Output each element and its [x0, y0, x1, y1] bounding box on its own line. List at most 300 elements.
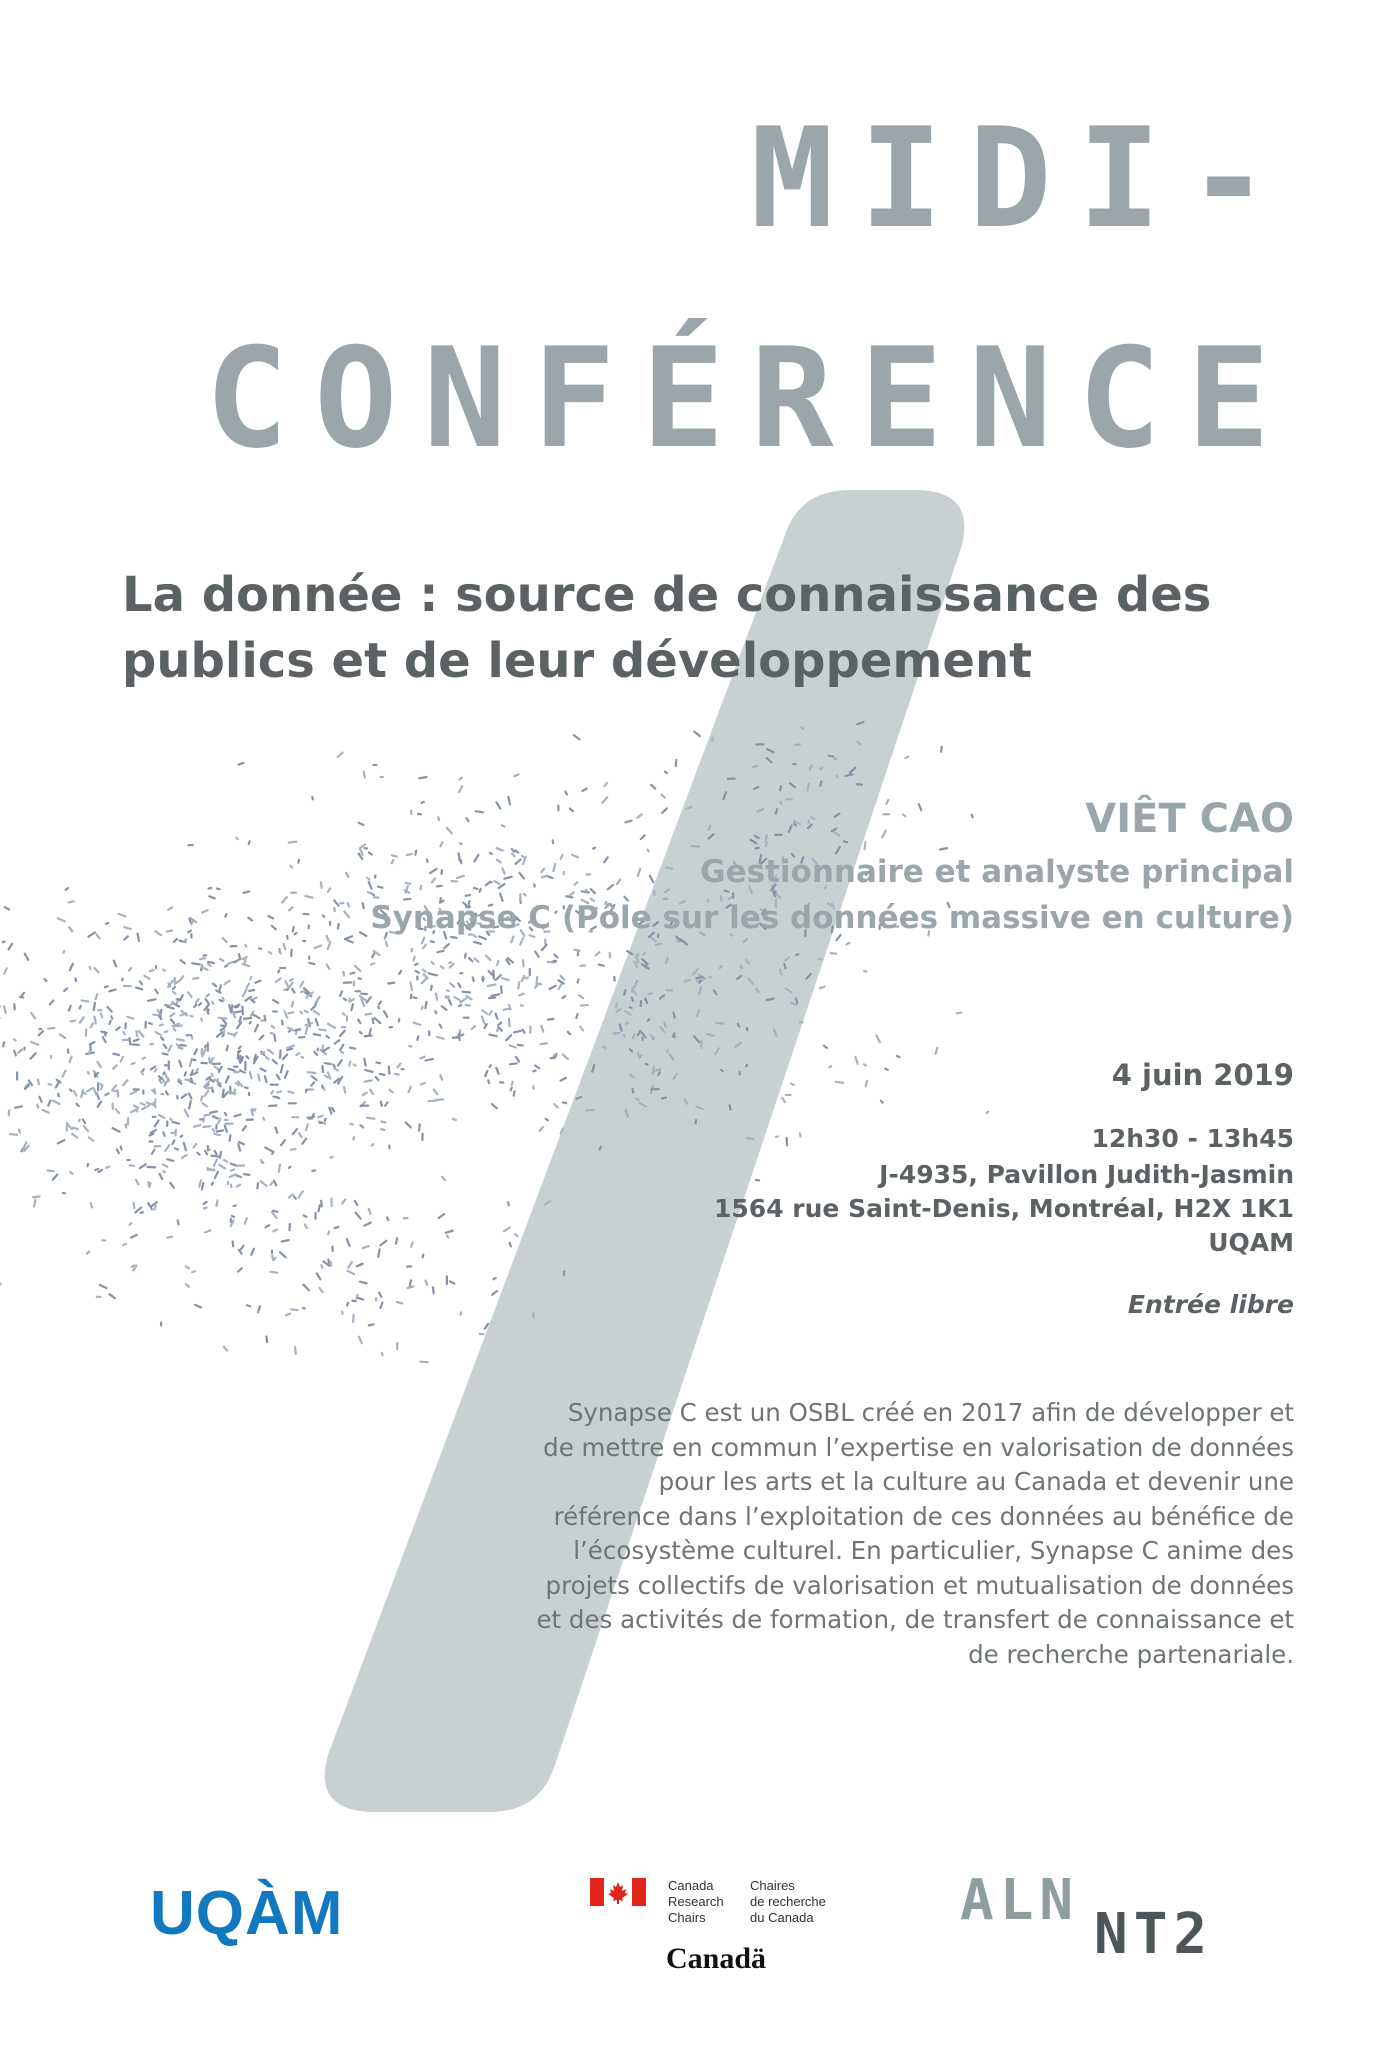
particle: [495, 1066, 500, 1075]
particle: [211, 982, 217, 988]
particle: [194, 1304, 203, 1309]
particle: [630, 996, 634, 1002]
particle: [789, 782, 797, 789]
particle: [833, 831, 841, 837]
particle: [204, 1229, 212, 1234]
particle: [0, 1005, 1, 1012]
particle: [514, 1055, 520, 1063]
particle: [325, 935, 330, 942]
particle: [700, 1040, 702, 1049]
particle: [178, 1059, 183, 1068]
particle: [755, 743, 764, 746]
particle: [401, 1068, 405, 1070]
particle: [429, 867, 438, 874]
particle: [235, 1183, 241, 1188]
particle: [387, 982, 395, 985]
particle: [270, 1084, 279, 1086]
particle: [217, 1078, 219, 1086]
particle: [779, 800, 783, 805]
particle: [228, 1134, 231, 1142]
particle: [448, 961, 453, 964]
particle: [169, 1181, 176, 1189]
particle: [380, 1100, 384, 1107]
particle: [203, 1113, 211, 1117]
particle: [875, 1034, 881, 1044]
particle: [29, 1052, 37, 1061]
particle: [517, 981, 520, 990]
particle: [458, 1004, 463, 1008]
particle: [624, 1108, 629, 1118]
particle: [333, 907, 336, 912]
particle: [347, 1261, 354, 1269]
particle: [538, 1126, 544, 1133]
particle: [281, 1019, 284, 1025]
particle: [623, 989, 627, 996]
particle: [363, 1221, 372, 1227]
particle: [237, 1045, 242, 1050]
particle: [68, 1004, 73, 1012]
particle: [241, 1125, 247, 1132]
particle: [320, 1264, 324, 1269]
particle: [792, 763, 797, 765]
particle: [174, 1147, 180, 1151]
particle: [95, 933, 101, 940]
particle: [179, 959, 186, 965]
particle: [191, 962, 201, 966]
particle: [311, 1169, 316, 1172]
particle: [553, 1103, 559, 1109]
particle: [48, 999, 54, 1006]
particle: [711, 736, 713, 742]
particle: [161, 1163, 168, 1168]
particle: [317, 1204, 321, 1212]
particle: [233, 1113, 242, 1117]
particle: [287, 1011, 294, 1014]
particle: [592, 846, 597, 850]
particle: [166, 1235, 173, 1239]
particle: [243, 1217, 248, 1225]
particle: [653, 890, 655, 896]
particle: [218, 1163, 227, 1170]
particle: [562, 1101, 568, 1104]
particle: [458, 785, 464, 794]
particle: [158, 1172, 164, 1180]
particle: [808, 764, 813, 771]
particle: [69, 1171, 74, 1176]
particle: [115, 1026, 122, 1032]
particle: [7, 942, 14, 951]
particle: [817, 957, 823, 960]
particle: [264, 1146, 274, 1153]
particle: [69, 1019, 76, 1022]
particle: [155, 965, 158, 969]
particle: [260, 1019, 265, 1022]
particle: [833, 812, 841, 818]
particle: [166, 1120, 169, 1126]
particle: [212, 1115, 220, 1120]
particle: [327, 1230, 330, 1235]
particle: [522, 959, 525, 967]
particle: [361, 902, 365, 910]
particle: [171, 985, 176, 990]
particle: [280, 1064, 284, 1074]
particle: [239, 1244, 245, 1250]
particle: [543, 1199, 552, 1206]
particle: [127, 967, 132, 973]
particle: [180, 1093, 188, 1099]
particle: [202, 1201, 208, 1206]
particle: [276, 1090, 283, 1094]
particle: [548, 984, 557, 990]
particle: [153, 1119, 160, 1128]
particle: [205, 993, 211, 998]
particle: [490, 993, 500, 997]
particle: [259, 1180, 268, 1188]
particle: [290, 1308, 299, 1311]
particle: [285, 1312, 292, 1316]
particle: [520, 1004, 525, 1007]
particle: [437, 1213, 446, 1220]
particle: [215, 1199, 219, 1207]
particle: [575, 1096, 582, 1101]
particle: [305, 1123, 309, 1131]
particle: [97, 1082, 100, 1091]
particle: [244, 1086, 249, 1089]
particle: [330, 1197, 333, 1207]
particle: [117, 913, 127, 918]
particle: [955, 1011, 962, 1014]
particle: [176, 1095, 179, 1100]
particle: [529, 1025, 532, 1034]
particle: [378, 1073, 385, 1076]
particle: [128, 1221, 133, 1226]
particle: [366, 876, 371, 881]
particle: [693, 730, 702, 737]
particle: [131, 1043, 140, 1046]
particle: [484, 1070, 489, 1078]
particle: [566, 1030, 572, 1035]
particle: [461, 991, 471, 994]
particle: [98, 1284, 108, 1290]
particle: [289, 864, 294, 869]
particle: [573, 948, 581, 952]
particle: [78, 1016, 85, 1025]
particle: [449, 1280, 456, 1285]
particle: [475, 810, 484, 813]
particle: [176, 1219, 180, 1225]
particle: [862, 1063, 867, 1067]
particle: [342, 971, 345, 977]
particle: [359, 1100, 367, 1108]
particle: [386, 1216, 390, 1221]
particle: [62, 1192, 66, 1194]
particle: [459, 1311, 463, 1316]
particle: [116, 1089, 119, 1098]
particle: [473, 941, 483, 946]
particle: [279, 1139, 286, 1147]
particle: [698, 985, 703, 995]
particle: [281, 1239, 290, 1243]
particle: [141, 1056, 146, 1060]
particle: [644, 1062, 649, 1066]
particle: [755, 1179, 760, 1182]
particle: [486, 983, 496, 987]
particle: [211, 1000, 215, 1005]
particle: [540, 867, 546, 874]
particle: [354, 990, 361, 992]
particle: [568, 807, 574, 813]
particle: [352, 1136, 355, 1141]
particle: [371, 952, 376, 958]
particle: [85, 1028, 88, 1036]
particle: [864, 1080, 868, 1088]
particle: [314, 1018, 319, 1027]
particle: [297, 1190, 304, 1199]
particle: [78, 1005, 82, 1010]
particle: [503, 1007, 512, 1011]
particle: [229, 1168, 235, 1172]
particle: [379, 1239, 388, 1247]
particle: [420, 1082, 427, 1086]
particle: [586, 873, 592, 876]
particle: [421, 1253, 424, 1258]
particle: [248, 989, 255, 992]
particle: [624, 1010, 632, 1017]
particle: [367, 1208, 372, 1216]
particle: [795, 953, 800, 957]
particle: [200, 1095, 204, 1102]
particle: [297, 1132, 303, 1139]
particle: [348, 1060, 351, 1067]
particle: [36, 1104, 40, 1109]
particle: [86, 1250, 91, 1255]
particle: [96, 1296, 102, 1298]
particle: [184, 1283, 190, 1289]
particle: [288, 906, 295, 912]
particle: [349, 1123, 354, 1126]
particle: [806, 782, 810, 791]
particle: [38, 1095, 43, 1103]
particle: [512, 1090, 516, 1097]
particle: [301, 1137, 308, 1145]
particle: [166, 1006, 175, 1010]
particle: [12, 1038, 17, 1042]
particle: [30, 1011, 37, 1020]
nt2-logo-text: NT2: [1094, 1902, 1214, 1967]
particle: [249, 975, 253, 980]
particle: [559, 1076, 567, 1082]
particle: [210, 1154, 219, 1157]
particle: [561, 1053, 569, 1060]
particle: [589, 888, 596, 895]
particle: [183, 1108, 190, 1117]
subtitle-line1: La donnée : source de connaissance des: [122, 567, 1212, 623]
particle: [224, 1075, 230, 1084]
particle: [308, 955, 311, 960]
particle: [363, 1079, 373, 1083]
particle: [364, 1069, 374, 1074]
particle: [216, 1129, 225, 1133]
particle: [829, 952, 837, 955]
particle: [934, 1047, 938, 1056]
particle: [509, 1062, 518, 1065]
speaker-role: Gestionnaire et analyste principal: [700, 854, 1294, 890]
particle: [436, 1036, 445, 1041]
particle: [845, 941, 851, 946]
particle: [440, 1005, 448, 1011]
particle: [161, 1052, 168, 1056]
particle: [395, 1237, 399, 1245]
particle: [366, 1117, 376, 1121]
particle: [445, 989, 450, 993]
particle: [232, 1204, 237, 1207]
particle: [410, 810, 413, 816]
particle: [287, 1090, 295, 1094]
particle: [540, 1024, 545, 1033]
particle: [154, 1031, 162, 1037]
particle: [181, 1154, 189, 1160]
particle: [224, 1119, 229, 1121]
particle: [294, 1346, 297, 1355]
particle: [459, 972, 463, 975]
particle: [473, 887, 479, 891]
particle: [794, 743, 801, 746]
particle: [223, 1111, 228, 1116]
particle: [138, 1163, 147, 1170]
particle: [274, 977, 282, 984]
particle: [407, 1085, 412, 1093]
particle: [904, 755, 910, 759]
particle: [650, 1088, 660, 1091]
particle: [0, 1016, 1, 1020]
particle: [104, 1092, 110, 1097]
particle: [483, 1322, 489, 1330]
particle: [8, 1109, 11, 1116]
particle: [665, 956, 669, 964]
particle: [788, 824, 794, 833]
particle: [437, 816, 441, 822]
event-institution: UQAM: [1208, 1228, 1294, 1257]
particle: [350, 1003, 354, 1011]
particle: [215, 989, 222, 994]
particle: [487, 1079, 490, 1084]
particle: [637, 1052, 640, 1057]
particle: [541, 874, 548, 878]
particle: [488, 851, 493, 855]
particle: [518, 871, 525, 880]
particle: [333, 1067, 340, 1072]
particle: [728, 1104, 732, 1111]
particle: [418, 1123, 421, 1132]
particle: [488, 1064, 492, 1069]
particle: [208, 895, 216, 900]
particle: [169, 1012, 176, 1018]
particle: [199, 957, 207, 961]
particle: [321, 914, 325, 918]
particle: [50, 1055, 53, 1059]
particle: [822, 1044, 828, 1049]
particle: [495, 858, 502, 864]
particle: [257, 1305, 262, 1314]
particle: [745, 1137, 754, 1141]
particle: [89, 1022, 94, 1029]
particle: [241, 963, 250, 968]
particle: [137, 1030, 145, 1038]
particle: [664, 888, 671, 894]
particle: [130, 1234, 138, 1240]
particle: [414, 969, 420, 974]
particle: [564, 790, 569, 796]
particle: [438, 1023, 443, 1029]
particle: [863, 841, 866, 850]
particle: [362, 770, 366, 778]
particle: [756, 808, 764, 813]
particle: [624, 819, 633, 823]
particle: [501, 867, 506, 875]
particle: [540, 943, 548, 952]
particle: [353, 964, 361, 972]
particle: [575, 1013, 579, 1020]
particle: [37, 1030, 44, 1037]
particle: [503, 875, 513, 879]
canada-flag-icon: [590, 1878, 646, 1906]
particle: [46, 1169, 54, 1172]
particle: [132, 1202, 135, 1210]
particle: [162, 1131, 166, 1137]
particle: [718, 964, 723, 969]
particle: [346, 1269, 355, 1275]
particle: [345, 1238, 351, 1248]
particle: [827, 754, 835, 758]
particle: [539, 1042, 548, 1045]
particle: [47, 1099, 52, 1107]
particle: [292, 1195, 297, 1200]
particle: [94, 993, 99, 1001]
particle: [694, 1119, 697, 1125]
particle: [708, 976, 712, 978]
particle: [89, 1202, 93, 1209]
particle: [465, 817, 470, 823]
particle: [247, 840, 251, 845]
particle: [265, 1056, 271, 1061]
speaker-organization: Synapse C (Pôle sur les données massive en culture): [370, 900, 1294, 936]
page-title-line1: MIDI-: [750, 98, 1296, 259]
particle: [410, 994, 413, 1000]
particle: [766, 997, 776, 1001]
particle: [187, 844, 193, 846]
particle: [339, 902, 344, 905]
particle: [357, 1297, 365, 1301]
particle: [23, 952, 29, 961]
particle: [108, 988, 117, 993]
particle: [585, 1109, 595, 1112]
particle: [174, 977, 176, 985]
particle: [419, 884, 422, 890]
particle: [197, 1002, 202, 1007]
particle: [818, 985, 825, 989]
particle: [239, 1055, 241, 1064]
particle: [61, 1069, 67, 1078]
particle: [77, 1118, 81, 1123]
particle: [346, 1015, 348, 1022]
particle: [227, 1067, 236, 1072]
particle: [580, 1004, 589, 1007]
canada-research-chairs-logo: [590, 1876, 850, 1976]
particle: [507, 1201, 510, 1206]
particle: [343, 981, 353, 984]
particle: [450, 880, 458, 883]
particle: [2, 1041, 6, 1047]
